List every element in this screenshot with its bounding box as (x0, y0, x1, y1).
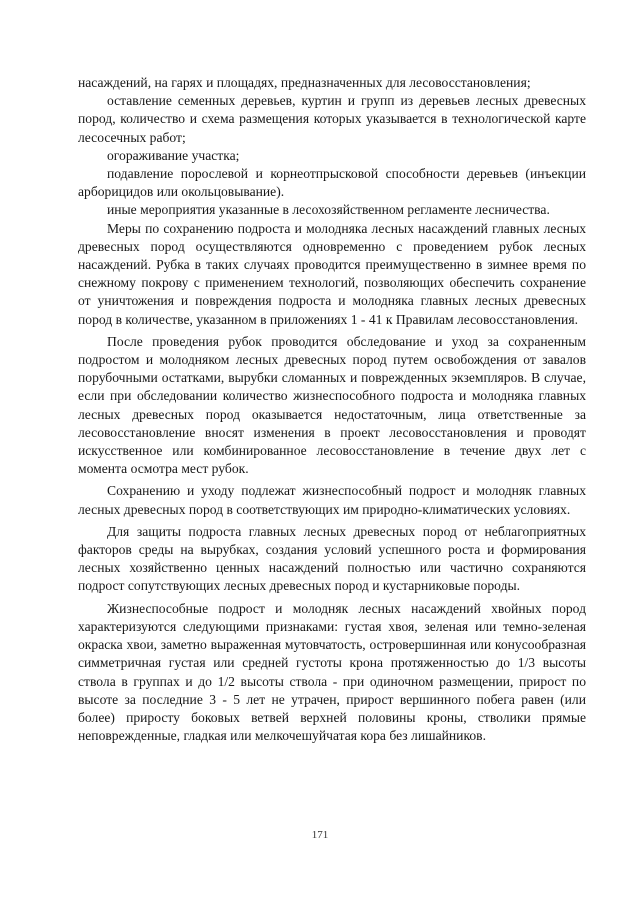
page-number: 171 (311, 829, 329, 841)
list-item-other-measures: иные мероприятия указанные в лесохозяйственном регламенте лесничества. (107, 202, 550, 218)
list-item-suppression: подавление порослевой и корнеотпрысковой способности деревьев (инъекции арборицидов или окольцовывание). (78, 166, 586, 200)
list-item-seed-trees: оставление семенных деревьев, куртин и групп из деревьев лесных древесных пород, количество и схема размещения которых указывается в технологической карте лесосечных работ; (78, 93, 586, 145)
paragraph-viability-signs: Жизнеспособные подрост и молодняк лесных насаждений хвойных пород характеризуются следующими признаками: густая хвоя, зеленая или темно-зеленая окраска хвои, заметно выраженная мутовчатость, островершинная или конусообразная симметричная густая или средней густоты крона протяженностью до 1/3 высоты ствола в группах и до 1/2 высоты ствола - при одиночном размещении, прирост по высоте за последние 3 - 5 лет не утрачен, прирост вершинного побега равен (или более) приросту боковых ветвей верхней половины кроны, стволики прямые неповрежденные, гладкая или мелкочешуйчатая кора без лишайников. (78, 600, 586, 744)
paragraph-continuation: насаждений, на гарях и площадях, предназначенных для лесовосстановления; (78, 75, 531, 90)
paragraph-post-felling-survey: После проведения рубок проводится обследование и уход за сохраненным подростом и молодняком лесных древесных пород путем освобождения от завалов порубочными остатками, вырубки сломанных и поврежденных экземпляров. В случае, если при обследовании количество жизнеспособного подроста и молодняка главных лесных древесных пород оказывается недостаточным, лица ответственные за лесовосстановление вносят изменения в проект лесовосстановления и проводят искусственное или комбинированное лесовосстановление в течение двух лет с момента осмотра мест рубок. (78, 333, 586, 477)
paragraph-protection: Для защиты подроста главных лесных древесных пород от неблагоприятных факторов среды на вырубках, создания условий успешного роста и формирования лесных хозяйственно ценных насаждений полностью или частично сохраняются подрост сопутствующих лесных древесных пород и кустарниковые породы. (78, 523, 586, 594)
body-text (78, 74, 586, 745)
paragraph-care-subject: Сохранению и уходу подлежат жизнеспособный подрост и молодняк главных лесных древесных пород в соответствующих им природно-климатических условиях. (78, 483, 586, 517)
paragraph-preservation-measures: Меры по сохранению подроста и молодняка лесных насаждений главных лесных древесных пород осуществляются одновременно с проведением рубок лесных насаждений. Рубка в таких случаях проводится преимущественно в зимнее время по снежному покрову с применением технологий, позволяющих обеспечить сохранение от уничтожения и повреждения подроста и молодняка главных лесных древесных пород в количестве, указанном в приложениях 1 - 41 к Правилам лесовосстановления. (78, 220, 586, 327)
list-item-fencing: огораживание участка; (107, 147, 240, 163)
